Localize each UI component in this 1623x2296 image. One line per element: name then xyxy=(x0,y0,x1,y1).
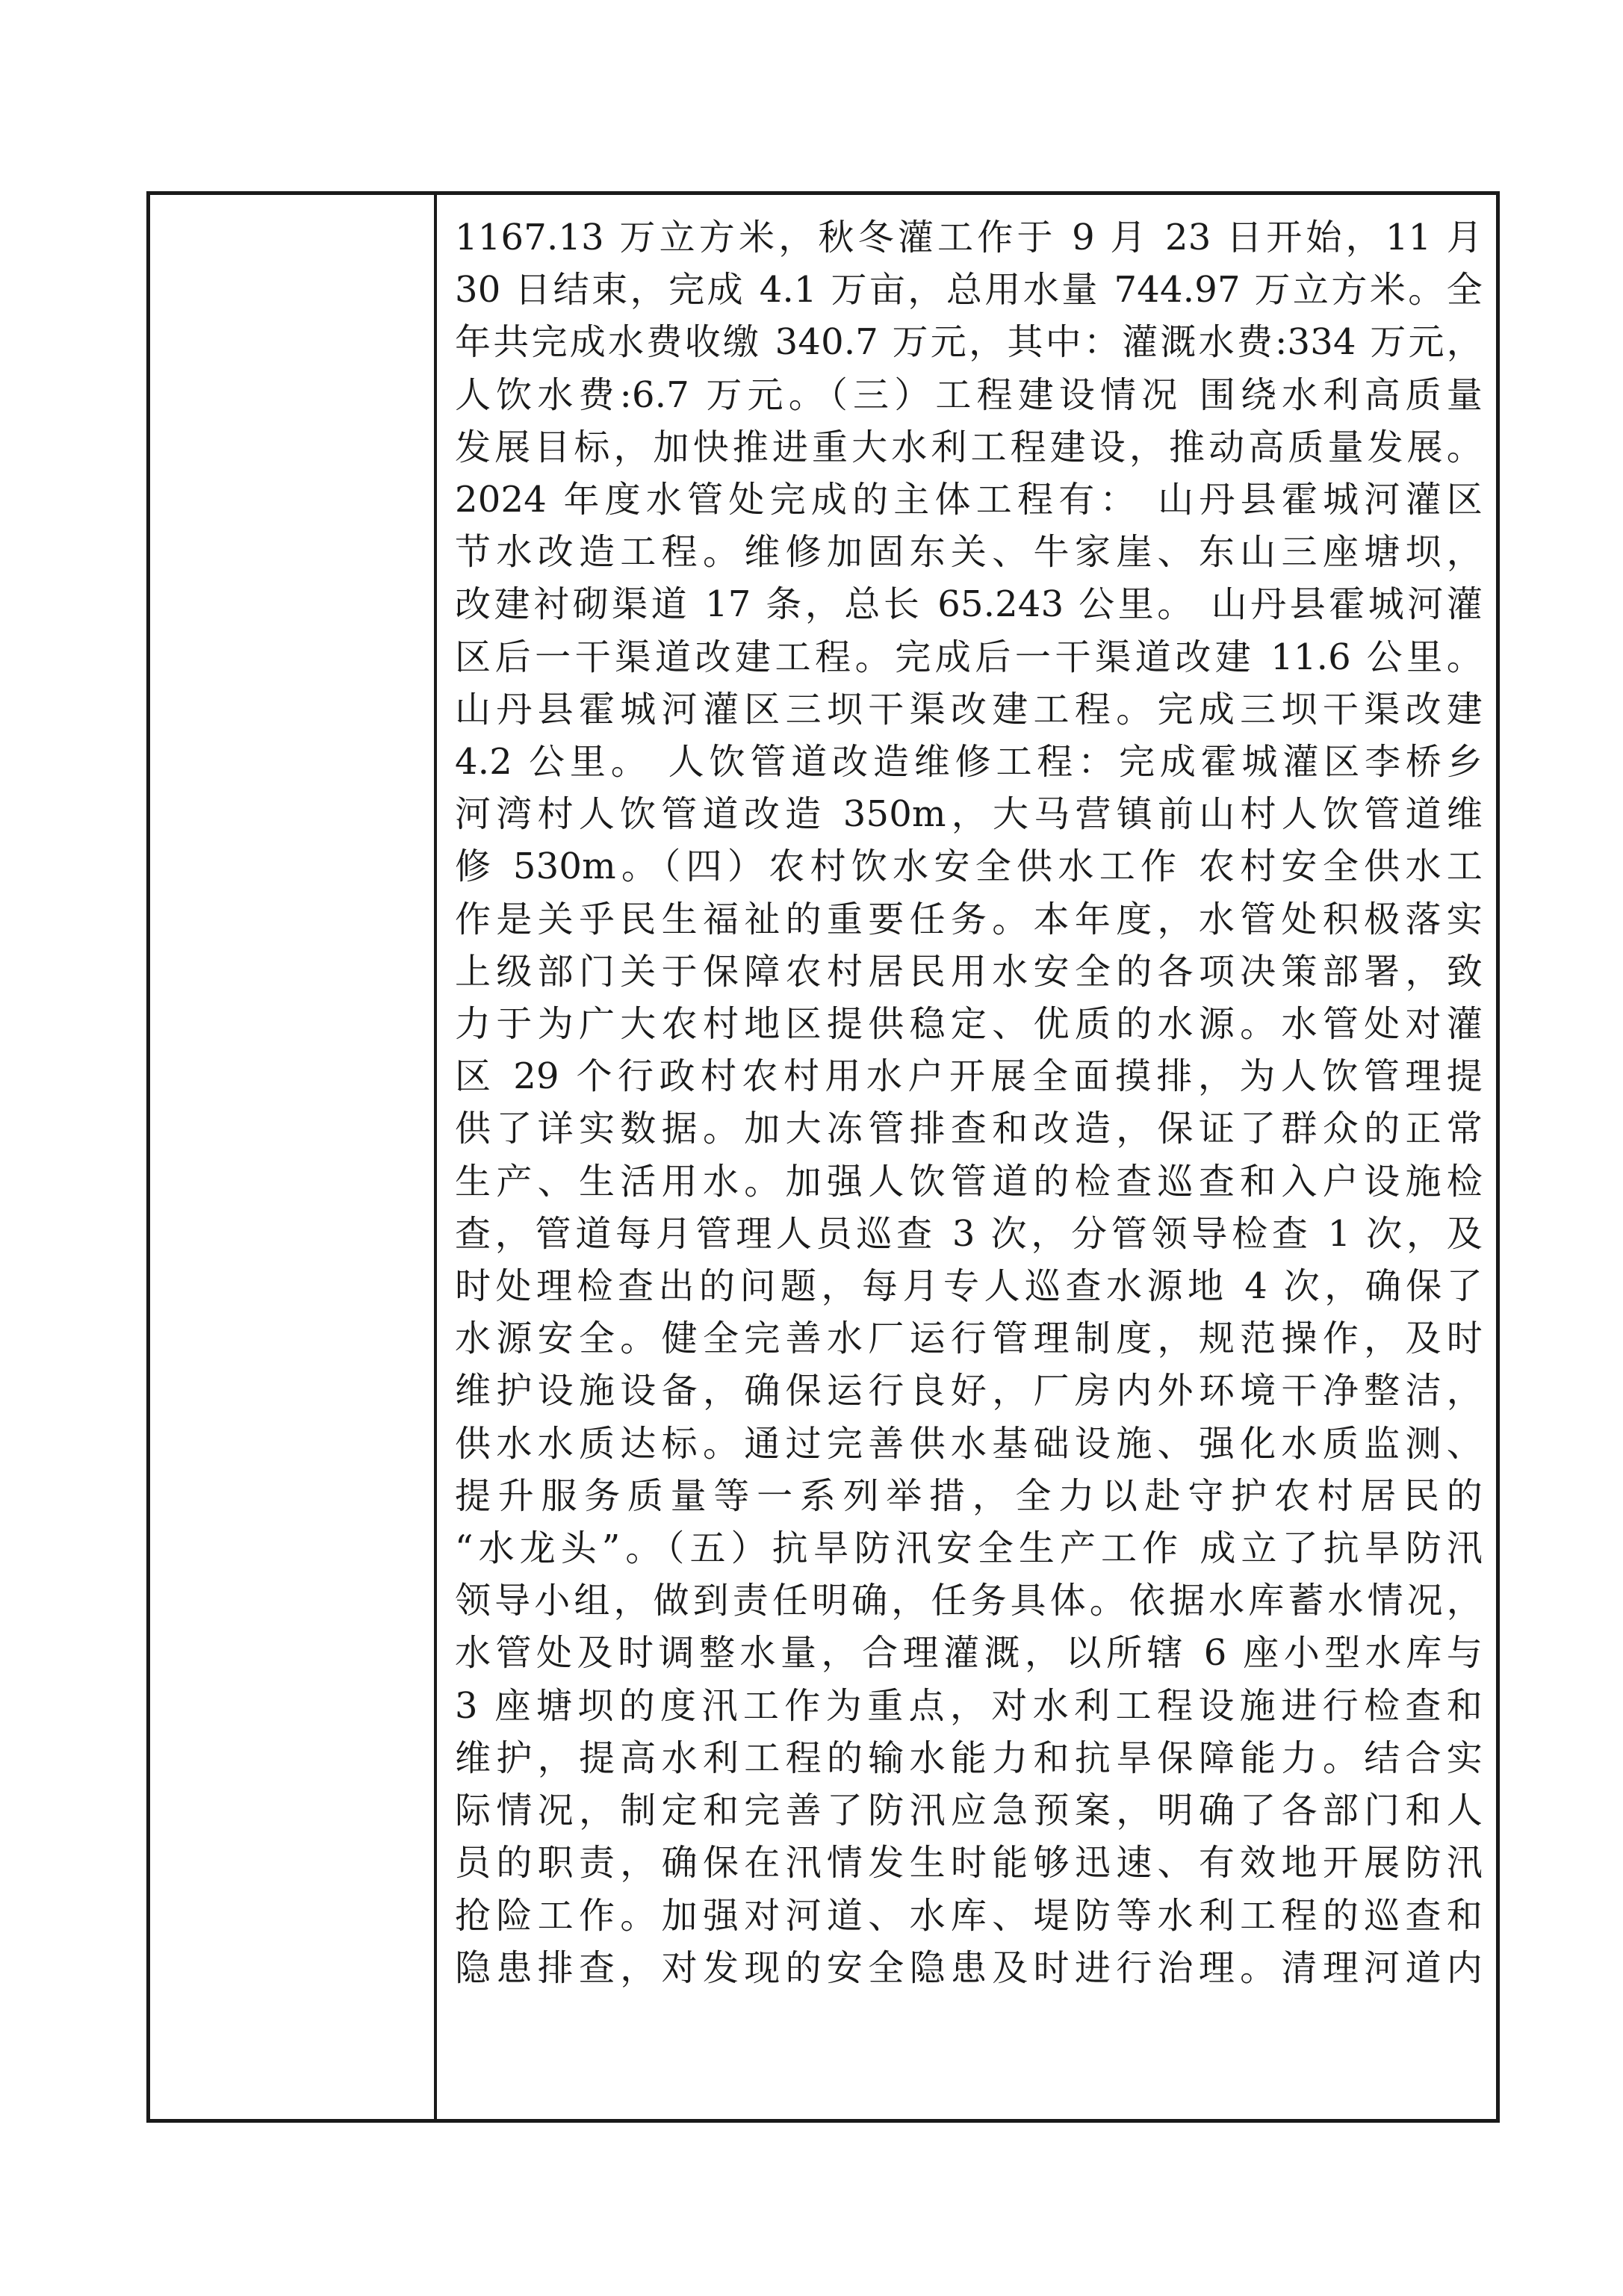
body-text-line: 领导小组，做到责任明确，任务具体。依据水库蓄水情况， xyxy=(455,1580,1483,1622)
body-text-line: 隐患排查，对发现的安全隐患及时进行治理。清理河道内 xyxy=(455,1946,1483,1989)
body-text-line: 2024 年度水管处完成的主体工程有： 山丹县霍城河灌区 xyxy=(455,479,1483,521)
body-text-line: 供水水质达标。通过完善供水基础设施、强化水质监测、 xyxy=(455,1422,1483,1465)
body-text-line: 区 29 个行政村农村用水户开展全面摸排，为人饮管理提 xyxy=(455,1055,1483,1098)
body-text-line: 河湾村人饮管道改造 350m，大马营镇前山村人饮管道维 xyxy=(455,793,1483,836)
body-text-line: 抢险工作。加强对河道、水库、堤防等水利工程的巡查和 xyxy=(455,1894,1483,1937)
body-text-line: 节水改造工程。维修加固东关、牛家崖、东山三座塘坝， xyxy=(455,531,1483,574)
body-text-line: 4.2 公里。 人饮管道改造维修工程：完成霍城灌区李桥乡 xyxy=(455,741,1483,784)
body-text-line: 提升服务质量等一系列举措，全力以赴守护农村居民的 xyxy=(455,1474,1483,1517)
body-text-line: 山丹县霍城河灌区三坝干渠改建工程。完成三坝干渠改建 xyxy=(455,688,1483,730)
body-text-line: 水源安全。健全完善水厂运行管理制度，规范操作，及时 xyxy=(455,1318,1483,1360)
body-text-line: 1167.13 万立方米，秋冬灌工作于 9 月 23 日开始，11 月 xyxy=(455,217,1483,258)
body-text-line: 维护设施设备，确保运行良好，厂房内外环境干净整洁， xyxy=(455,1370,1483,1412)
body-text-line: 修 530m。（四）农村饮水安全供水工作 农村安全供水工 xyxy=(455,846,1483,888)
table-content-cell xyxy=(437,195,1496,2119)
body-text-line: 供了详实数据。加大冻管排查和改造，保证了群众的正常 xyxy=(455,1108,1483,1150)
body-text-line: 查，管道每月管理人员巡查 3 次，分管领导检查 1 次，及 xyxy=(455,1212,1483,1255)
body-text-line: 改建衬砌渠道 17 条，总长 65.243 公里。 山丹县霍城河灌 xyxy=(455,583,1483,626)
body-text-line: 上级部门关于保障农村居民用水安全的各项决策部署，致 xyxy=(455,950,1483,993)
body-text-line: 区后一干渠道改建工程。完成后一干渠道改建 11.6 公里。 xyxy=(455,636,1483,678)
body-text-line: 人饮水费:6.7 万元。（三）工程建设情况 围绕水利高质量 xyxy=(455,373,1483,416)
body-text-line: 30 日结束，完成 4.1 万亩，总用水量 744.97 万立方米。全 xyxy=(455,269,1483,311)
body-text-line: 作是关乎民生福祉的重要任务。本年度，水管处积极落实 xyxy=(455,898,1483,940)
body-text-line: “水龙头”。（五）抗旱防汛安全生产工作 成立了抗旱防汛 xyxy=(455,1527,1483,1570)
body-text-line: 年共完成水费收缴 340.7 万元，其中：灌溉水费:334 万元， xyxy=(455,321,1483,364)
body-text-line: 水管处及时调整水量，合理灌溉，以所辖 6 座小型水库与 xyxy=(455,1632,1483,1675)
body-text-line: 发展目标，加快推进重大水利工程建设，推动高质量发展。 xyxy=(455,426,1483,468)
body-text-line: 维护，提高水利工程的输水能力和抗旱保障能力。结合实 xyxy=(455,1737,1483,1779)
document-table xyxy=(146,191,1500,2123)
body-text-line: 3 座塘坝的度汛工作为重点，对水利工程设施进行检查和 xyxy=(455,1684,1483,1727)
body-text-line: 员的职责，确保在汛情发生时能够迅速、有效地开展防汛 xyxy=(455,1842,1483,1884)
body-text-line: 时处理检查出的问题，每月专人巡查水源地 4 次，确保了 xyxy=(455,1265,1483,1308)
body-text-line: 力于为广大农村地区提供稳定、优质的水源。水管处对灌 xyxy=(455,1003,1483,1046)
body-text-line: 际情况，制定和完善了防汛应急预案，明确了各部门和人 xyxy=(455,1790,1483,1832)
table-label-cell xyxy=(150,195,437,2119)
body-text-line: 生产、生活用水。加强人饮管道的检查巡查和入户设施检 xyxy=(455,1160,1483,1203)
